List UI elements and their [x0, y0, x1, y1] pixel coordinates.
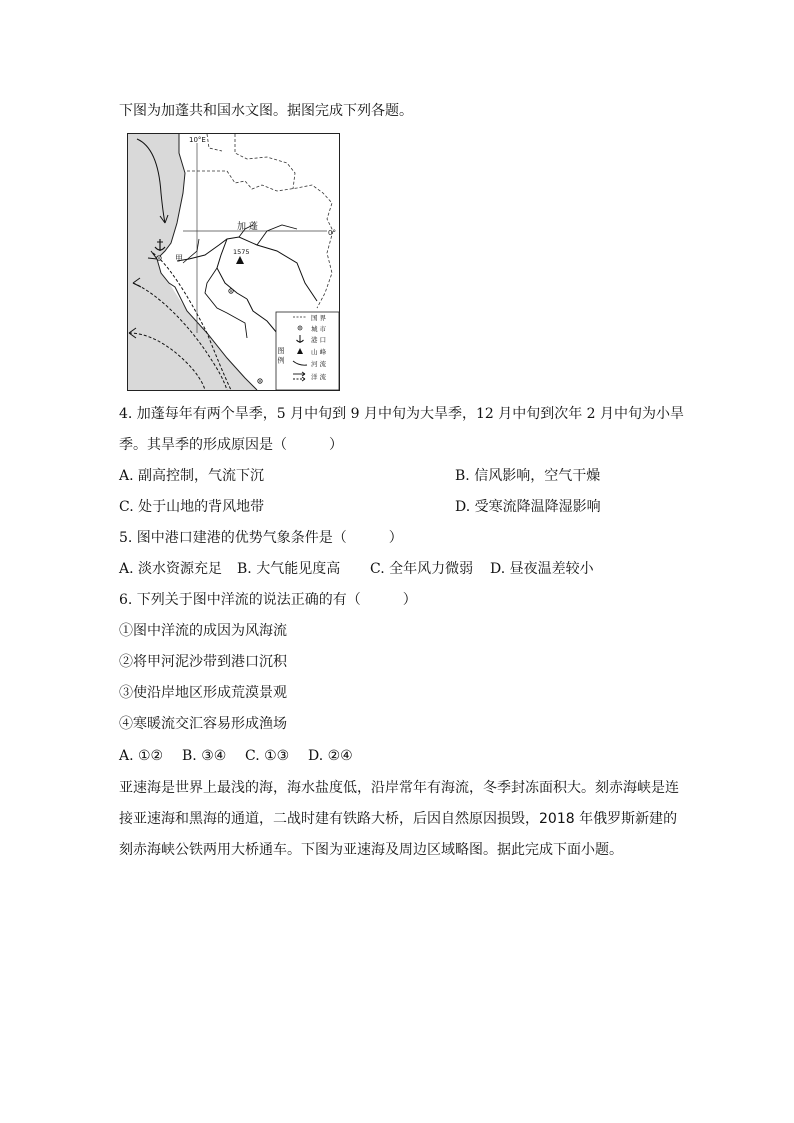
q6-option-c[interactable]: C. ①③ [245, 748, 290, 764]
legend-label: 洋 流 [311, 373, 327, 381]
legend-city-icon [298, 326, 302, 330]
q6-option-d[interactable]: D. ②④ [308, 748, 353, 764]
q6-option-a[interactable]: A. ①② [119, 748, 164, 764]
intro-text-azov-line1: 亚速海是世界上最浅的海，海水盐度低，沿岸常年有海流，冬季封冻面积大。刻赤海峡是连 [119, 780, 679, 796]
q6-statement-1: ①图中洋流的成因为风海流 [119, 623, 287, 639]
legend-label: 国 界 [311, 314, 327, 322]
q5-option-d[interactable]: D. 昼夜温差较小 [490, 561, 594, 577]
lon-label: 10°E [189, 136, 206, 144]
q6-stem: 6. 下列关于图中洋流的说法正确的有（ ） [119, 592, 417, 608]
lat-label: 0° [328, 229, 336, 237]
river-jia-label: 甲 [175, 254, 183, 263]
q6-statement-4: ④寒暖流交汇容易形成渔场 [119, 716, 287, 732]
legend-label: 港 口 [311, 336, 327, 344]
city-icon [229, 289, 233, 293]
country-label: 加 蓬 [237, 222, 258, 232]
q4-stem-line2: 季。其旱季的形成原因是（ ） [119, 437, 343, 453]
q4-option-c[interactable]: C. 处于山地的背风地带 [119, 499, 265, 515]
intro-text-azov-line3: 刻赤海峡公铁两用大桥通车。下图为亚速海及周边区域略图。据此完成下面小题。 [119, 842, 623, 858]
q6-statement-2: ②将甲河泥沙带到港口沉积 [119, 654, 287, 670]
legend-box [276, 312, 339, 390]
city-icon [157, 256, 161, 260]
city-icon [258, 379, 262, 383]
q4-option-b[interactable]: B. 信风影响，空气干燥 [455, 468, 601, 484]
legend-title: 图 例 [277, 347, 285, 364]
q4-stem-line1: 4. 加蓬每年有两个旱季，5 月中旬到 9 月中旬为大旱季，12 月中旬到次年 2 月中旬为小旱 [119, 406, 685, 422]
q5-option-b[interactable]: B. 大气能见度高 [237, 561, 341, 577]
intro-text-azov-line2: 接亚速海和黑海的通道，二战时建有铁路大桥，后因自然原因损毁，2018 年俄罗斯新建的 [119, 811, 678, 827]
gabon-hydrology-map [127, 133, 340, 391]
legend-label: 城 市 [311, 325, 327, 333]
q6-statement-3: ③使沿岸地区形成荒漠景观 [119, 685, 287, 701]
q4-option-a[interactable]: A. 副高控制，气流下沉 [119, 468, 265, 484]
legend-label: 山 峰 [311, 348, 327, 356]
intro-text-gabon: 下图为加蓬共和国水文图。据图完成下列各题。 [119, 103, 413, 119]
legend-label: 河 流 [311, 360, 327, 368]
q5-option-a[interactable]: A. 淡水资源充足 [119, 561, 223, 577]
q5-stem: 5. 图中港口建港的优势气象条件是（ ） [119, 530, 403, 546]
peak-height-label: 1575 [233, 248, 250, 256]
q4-option-d[interactable]: D. 受寒流降温降湿影响 [455, 499, 601, 515]
q6-option-b[interactable]: B. ③④ [182, 748, 227, 764]
q5-option-c[interactable]: C. 全年风力微弱 [370, 561, 474, 577]
